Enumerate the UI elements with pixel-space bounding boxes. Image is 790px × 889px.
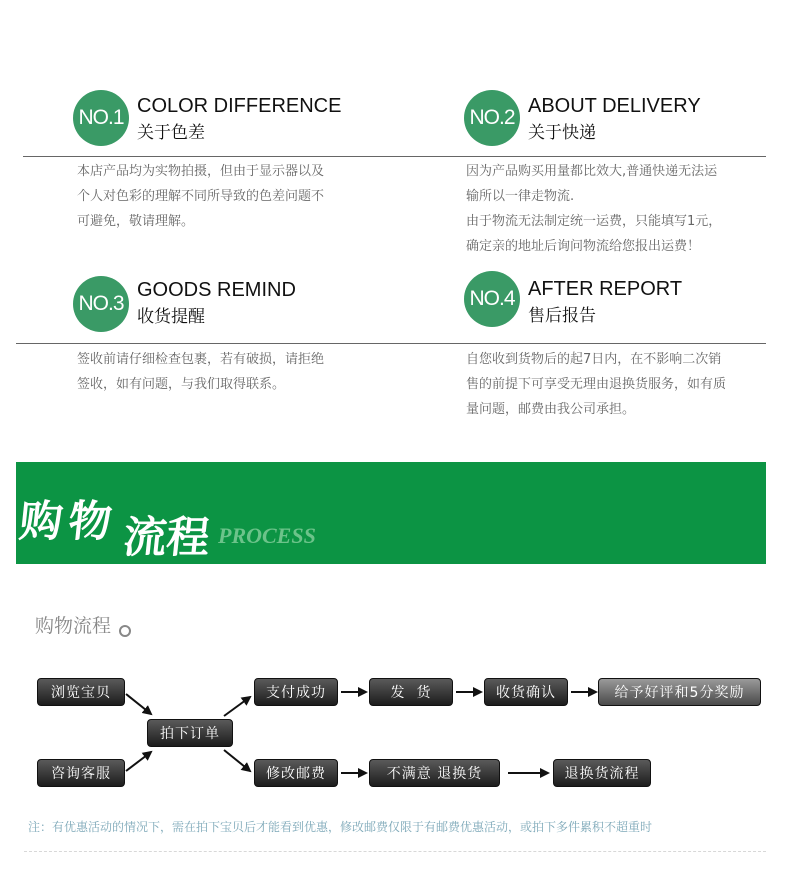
browse-goods-step: 浏览宝贝 [37, 678, 125, 706]
no2-badge: NO.2 [464, 90, 520, 146]
return-process-step: 退换货流程 [553, 759, 651, 787]
color-difference-title-cn: 关于色差 [137, 123, 205, 143]
about-delivery-title-en: ABOUT DELIVERY [528, 95, 701, 117]
text-line: 个人对色彩的理解不同所导致的色差问题不 [77, 189, 325, 204]
text-line: 量问题，邮费由我公司承担。 [466, 402, 636, 417]
place-order-step: 拍下订单 [147, 719, 233, 747]
text-line: 输所以一律走物流. [466, 189, 575, 204]
text-line: 由于物流无法制定统一运费，只能填写1元， [466, 214, 722, 229]
banner-subtitle: PROCESS [218, 523, 316, 548]
text-line: 签收前请仔细检查包裹，若有破损，请拒绝 [77, 352, 325, 367]
banner-title-part2: 流程 [121, 513, 213, 563]
banner-title-part1: 购物 [17, 497, 121, 547]
goods-remind-title-en: GOODS REMIND [137, 279, 296, 301]
consult-service-step: 咨询客服 [37, 759, 125, 787]
goods-remind-title-cn: 收货提醒 [137, 307, 205, 327]
shipping-step: 发 货 [369, 678, 453, 706]
about-delivery-title-cn: 关于快递 [528, 123, 596, 143]
receipt-confirm-step: 收货确认 [484, 678, 568, 706]
after-report-title-en: AFTER REPORT [528, 278, 683, 300]
payment-success-step: 支付成功 [254, 678, 338, 706]
no3-badge: NO.3 [73, 276, 129, 332]
arrow-icon [224, 697, 250, 716]
arrow-icon [224, 750, 250, 771]
no4-badge: NO.4 [464, 271, 520, 327]
no1-badge: NO.1 [73, 90, 129, 146]
text-line: 本店产品均为实物拍摄，但由于显示器以及 [77, 164, 325, 179]
flow-note: 注：有优惠活动的情况下，需在拍下宝贝后才能看到优惠，修改邮费仅限于有邮费优惠活动，或拍下多件累积不超重时 [28, 820, 653, 834]
edit-postage-step: 修改邮费 [254, 759, 338, 787]
flow-title: 购物流程 [35, 615, 112, 637]
arrow-icon [126, 694, 151, 714]
text-line: 可避免，敬请理解。 [77, 214, 195, 229]
good-review-step: 给予好评和5分奖励 [598, 678, 761, 706]
text-line: 因为产品购买用量都比效大,普通快递无法运 [466, 164, 718, 179]
unsatisfied-return-step: 不满意 退换货 [369, 759, 500, 787]
color-difference-title-en: COLOR DIFFERENCE [137, 95, 342, 117]
after-report-title-cn: 售后报告 [528, 306, 596, 326]
arrow-icon [126, 752, 151, 771]
text-line: 自您收到货物后的起7日内，在不影响二次销 [466, 352, 722, 367]
text-line: 确定亲的地址后询问物流给您报出运费！ [466, 239, 701, 254]
dashed-divider [24, 851, 766, 852]
text-line: 签收，如有问题，与我们取得联系。 [77, 377, 286, 392]
text-line: 售的前提下可享受无理由退换货服务，如有质 [466, 377, 727, 392]
